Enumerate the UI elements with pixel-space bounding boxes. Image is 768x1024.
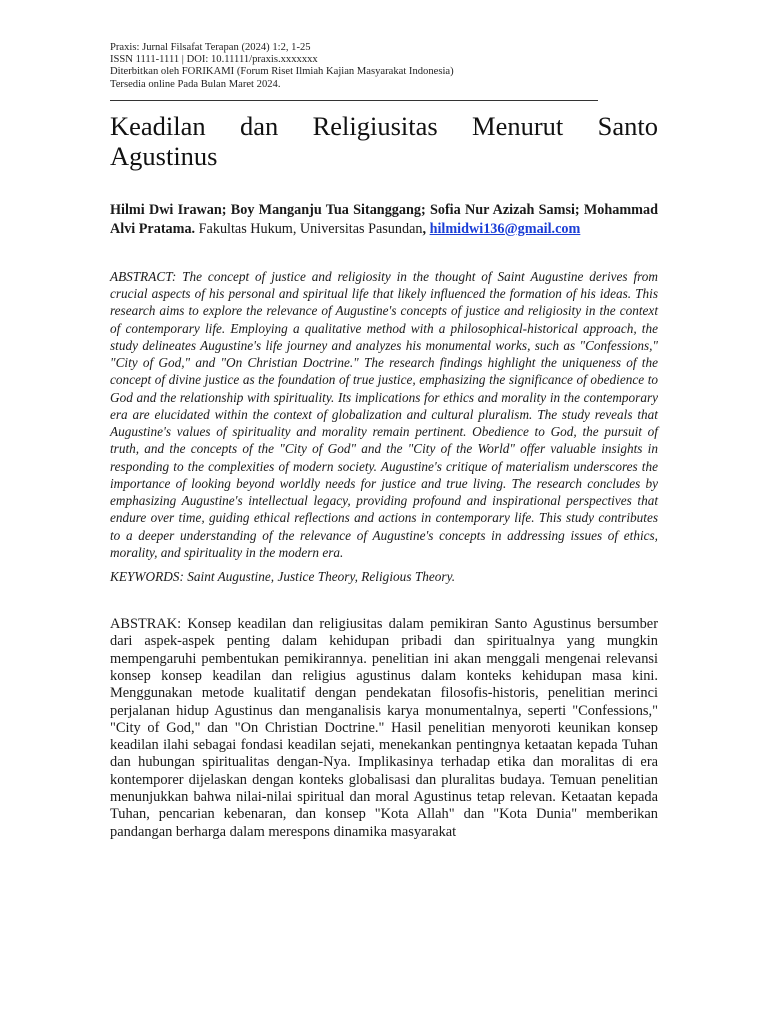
abstract-english-label: ABSTRACT: xyxy=(110,268,177,284)
author-names: Hilmi Dwi Irawan; Boy Manganju Tua Sitanggang; Sofia Nur Azizah Samsi; Mohammad Alvi Pratama. xyxy=(110,201,658,237)
journal-header xyxy=(110,42,658,91)
journal-availability: Tersedia online Pada Bulan Maret 2024. xyxy=(110,78,281,90)
author-affiliation: Fakultas Hukum, Universitas Pasundan xyxy=(195,220,423,237)
author-block xyxy=(110,201,658,239)
abstract-indonesian xyxy=(110,616,658,841)
header-divider xyxy=(110,100,598,101)
paper-title: Keadilan dan Religiusitas Menurut Santo Agustinus xyxy=(110,110,658,171)
keywords-label: KEYWORDS: xyxy=(110,569,184,585)
abstract-english xyxy=(110,268,658,561)
abstract-indonesian-text: Konsep keadilan dan religiusitas dalam pemikiran Santo Agustinus bersumber dari aspek-aspek penting dalam kehidupan pribadi dan spiritualnya yang mungkin mempengaruhi pembentukan pemikirannya. penelitian ini akan menggali mengenai relevansi konsep konsep keadilan dan religius agustinus dalam konteks kehidupan masa kini. Menggunakan metode kualitatif dengan pendekatan filosofis-historis, penelitian merinci perjalanan hidup Agustinus dan menganalisis karya monumentalnya, seperti "Confessions," "City of God," dan "On Christian Doctrine." Hasil penelitian menyoroti keunikan konsep keadilan ilahi sebagai fondasi keadilan sejati, menekankan pentingnya ketaatan kepada Tuhan dan hubungan spiritualitas dengan-Nya. Implikasinya terhadap etika dan moralitas di era kontemporer dijelaskan dengan konteks globalisasi dan pluralitas budaya. Temuan penelitian menunjukkan bahwa nilai-nilai spiritual dan moral Agustinus tetap relevan. Ketaatan kepada Tuhan, pencarian kebenaran, dan konsep "Kota Allah" dan "Kota Dunia" memberikan pandangan berharga dalam merespons dinamika masyarakat xyxy=(110,616,658,840)
abstract-indonesian-label: ABSTRAK: xyxy=(110,616,182,633)
keywords-text: Saint Augustine, Justice Theory, Religious Theory. xyxy=(183,569,456,585)
journal-issn-doi: ISSN 1111-1111 | DOI: 10.11111/praxis.xxxxxxx xyxy=(110,54,318,66)
author-separator: , xyxy=(422,220,430,237)
author-email-link[interactable]: hilmidwi136@gmail.com xyxy=(429,220,581,237)
journal-publisher: Diterbitkan oleh FORIKAMI (Forum Riset Ilmiah Kajian Masyarakat Indonesia) xyxy=(110,66,454,78)
document-page xyxy=(110,42,658,841)
journal-citation: Praxis: Jurnal Filsafat Terapan (2024) 1:2, 1-25 xyxy=(110,42,311,53)
keywords xyxy=(110,568,658,585)
abstract-english-text: The concept of justice and religiosity in the thought of Saint Augustine derives from crucial aspects of his personal and spiritual life that likely influenced the formation of his ideas. This research aims to explore the relevance of Augustine's concepts of justice and religiosity in the context of contemporary life. Employing a qualitative method with a philosophical-historical approach, the study delineates Augustine's life journey and analyzes his monumental works, such as "Confessions," "City of God," and "On Christian Doctrine." The research findings highlight the uniqueness of the concept of divine justice as the foundation of true justice, emphasizing the significance of obedience to God and the relationship with spirituality. Its implications for ethics and morality in the contemporary era are elucidated within the context of globalization and cultural pluralism. The study reveals that Augustine's values of spirituality and morality remain pertinent. Obedience to God, the pursuit of truth, and the concepts of the "City of God" and the "City of the World" offer valuable insights in responding to the complexities of modern society. Augustine's critique of materialism underscores the importance of looking beyond worldly needs for justice and true living. The research concludes by emphasizing Augustine's intellectual legacy, providing profound and inspirational perspectives that endure over time, guiding ethical reflections and actions in contemporary life. This study contributes to a deeper understanding of the relevance of Augustine's concepts in addressing issues of ethics, morality, and spirituality in the modern era. xyxy=(110,268,658,560)
